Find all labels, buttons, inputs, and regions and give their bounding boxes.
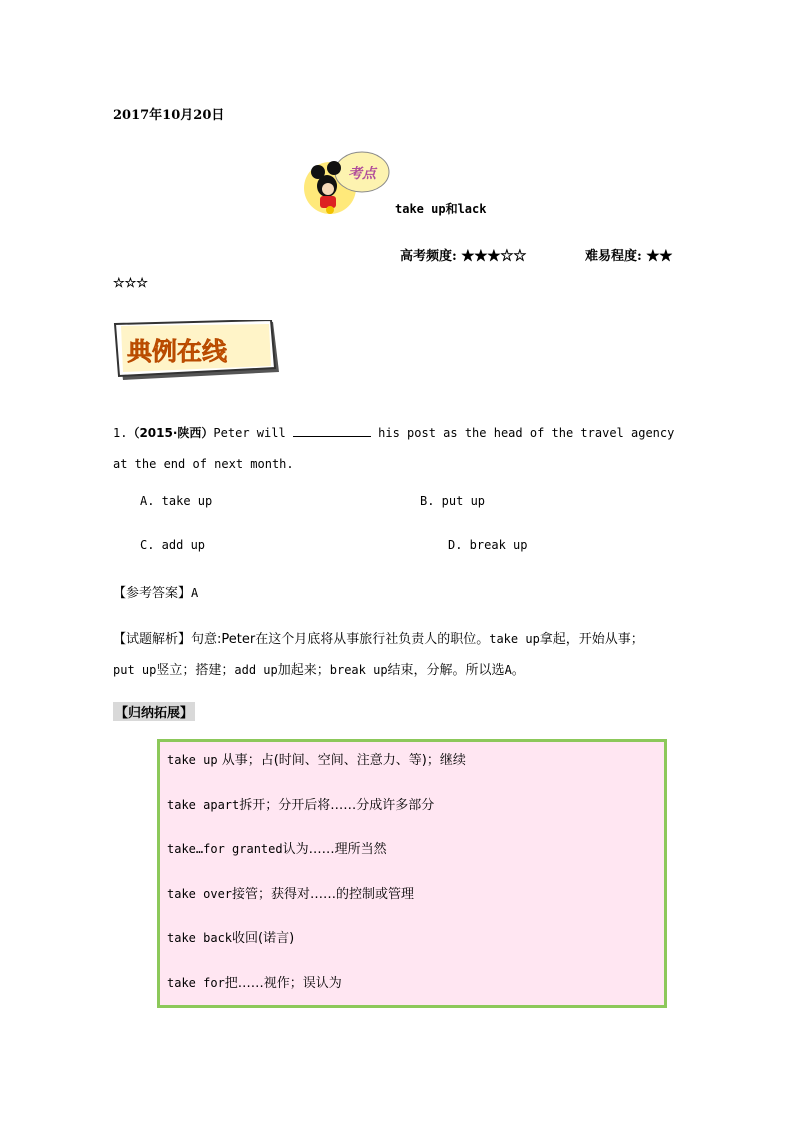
summary-tag: 【归纳拓展】 bbox=[113, 702, 195, 721]
section-banner bbox=[113, 320, 283, 386]
summary-phrase: take for bbox=[167, 975, 225, 990]
topic-logo bbox=[300, 150, 392, 216]
summary-phrase: take over bbox=[167, 886, 233, 901]
topic-caption: take up和lack bbox=[395, 202, 487, 216]
summary-row bbox=[167, 838, 664, 883]
summary-meaning: 从事；占(时间、空间、注意力、等)；继续 bbox=[217, 753, 466, 768]
explanation-part: 拿起，开始从事； bbox=[539, 632, 644, 647]
summary-row bbox=[167, 927, 664, 972]
summary-meaning: 接管；获得对……的控制或管理 bbox=[232, 886, 415, 902]
difficulty-stars: ★★ bbox=[646, 249, 673, 264]
difficulty-stars-continued: ☆☆☆ bbox=[113, 276, 148, 291]
option-b: B. put up bbox=[420, 494, 486, 508]
explanation-part: 竖立；搭建； bbox=[156, 663, 235, 678]
option-a: A. take up bbox=[140, 494, 213, 508]
explanation-term: A bbox=[504, 663, 512, 677]
banner-title: 典例在线 bbox=[127, 337, 228, 366]
explanation-part: 。 bbox=[511, 663, 525, 678]
summary-meaning: 把……视作；误认为 bbox=[224, 975, 342, 991]
question-text-after: his post as the head of the travel agency at the end of next month. bbox=[113, 426, 675, 471]
explanation-term: add up bbox=[234, 663, 278, 677]
document-date: 2017年10月20日 bbox=[113, 108, 225, 123]
frequency-rating bbox=[400, 245, 526, 264]
banner-frame-icon bbox=[113, 320, 283, 386]
explanation-term: take up bbox=[489, 632, 540, 646]
summary-phrase: take back bbox=[167, 931, 233, 945]
answer-label: 【参考答案】 bbox=[113, 586, 192, 601]
difficulty-rating bbox=[585, 245, 672, 264]
frequency-label: 高考频度: bbox=[400, 249, 457, 264]
summary-row bbox=[167, 794, 664, 839]
difficulty-label: 难易程度: bbox=[585, 249, 642, 264]
summary-meaning: 认为……理所当然 bbox=[282, 842, 387, 857]
question-stem bbox=[113, 418, 688, 480]
summary-row bbox=[167, 972, 664, 1017]
question-text-before: Peter will bbox=[213, 426, 293, 440]
explanation-part: 加起来； bbox=[277, 663, 330, 678]
question-number: 1. bbox=[113, 426, 128, 440]
explanation-part: 句意:Peter在这个月底将从事旅行社负责人的职位。 bbox=[191, 632, 490, 647]
answer-value: A bbox=[191, 586, 199, 600]
summary-meaning: 收回(诺言) bbox=[232, 931, 295, 946]
mickey-mascot-icon bbox=[300, 150, 392, 216]
answer-blank bbox=[293, 424, 371, 437]
summary-row bbox=[167, 883, 664, 928]
explanation bbox=[113, 624, 693, 686]
summary-phrase: take up bbox=[167, 753, 218, 767]
explanation-term: put up bbox=[113, 663, 157, 677]
logo-text: 考点 bbox=[348, 166, 376, 182]
explanation-label: 【试题解析】 bbox=[113, 632, 192, 647]
question-source: （2015·陕西） bbox=[127, 426, 214, 440]
frequency-stars: ★★★☆☆ bbox=[461, 249, 527, 264]
option-d: D. break up bbox=[448, 538, 528, 552]
reference-answer bbox=[113, 582, 198, 601]
summary-row bbox=[167, 749, 664, 794]
summary-phrase: take…for granted bbox=[167, 842, 283, 856]
summary-phrase: take apart bbox=[167, 797, 240, 812]
option-c: C. add up bbox=[140, 538, 206, 552]
explanation-part: 结束，分解。所以选 bbox=[387, 663, 505, 678]
summary-meaning: 拆开；分开后将……分成许多部分 bbox=[239, 797, 435, 813]
explanation-term: break up bbox=[329, 663, 388, 677]
summary-box bbox=[157, 739, 667, 1008]
